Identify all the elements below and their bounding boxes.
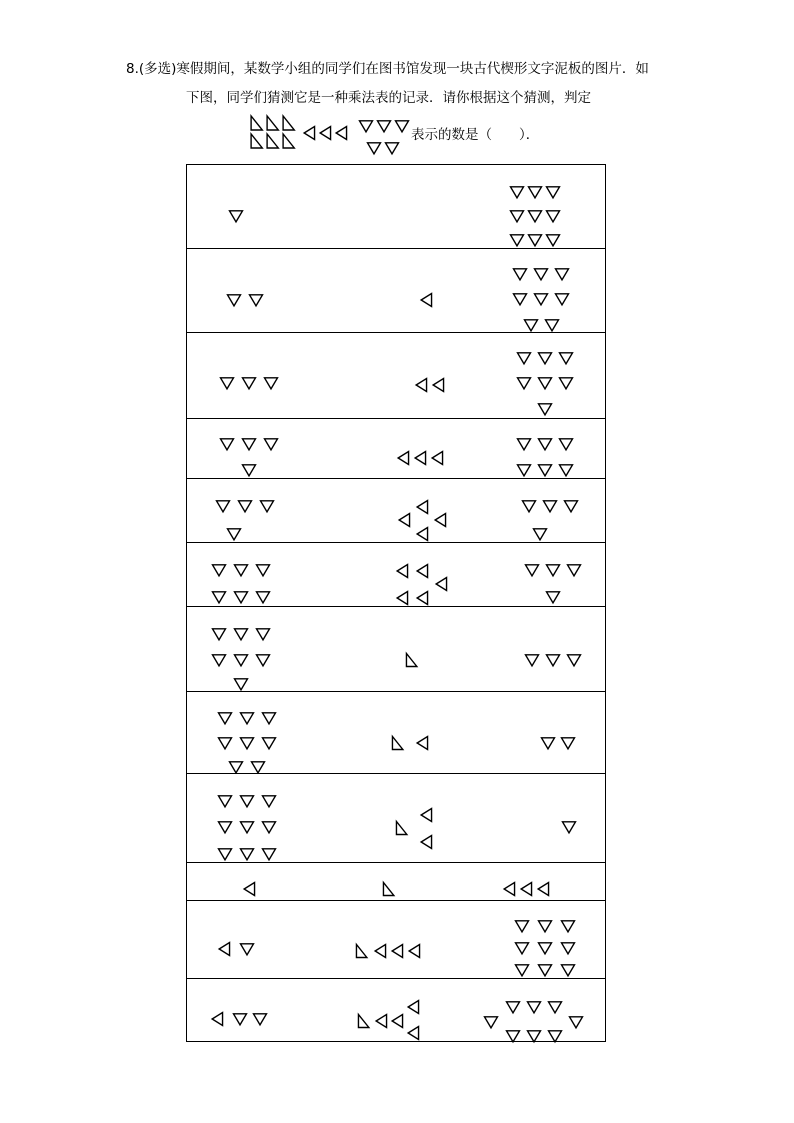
left-triangle-mark: [375, 945, 385, 958]
table-row: [187, 863, 605, 901]
down-triangle-mark: [539, 378, 552, 389]
down-triangle-mark: [219, 822, 232, 833]
down-triangle-mark: [516, 965, 529, 976]
down-triangle-mark: [511, 187, 524, 198]
down-triangle-mark: [560, 378, 573, 389]
cell-left: [230, 211, 243, 222]
down-triangle-mark: [239, 501, 252, 512]
down-triangle-mark: [518, 439, 531, 450]
row-symbols: [187, 863, 605, 901]
right-triangle-mark: [358, 1015, 368, 1028]
down-triangle-mark: [257, 629, 270, 640]
left-triangle-mark: [421, 809, 431, 822]
row-symbols: [187, 165, 605, 249]
down-triangle-mark: [234, 1014, 247, 1025]
down-triangle-mark: [250, 295, 263, 306]
down-triangle-mark: [529, 235, 542, 246]
down-triangle-mark: [528, 1002, 541, 1013]
left-triangle-mark: [432, 452, 442, 465]
down-triangle-mark: [213, 565, 226, 576]
row-symbols: [187, 692, 605, 774]
left-triangle-mark: [398, 452, 408, 465]
table-row: [187, 692, 605, 774]
down-triangle-mark: [518, 378, 531, 389]
down-triangle-mark: [228, 295, 241, 306]
question-line-1: [126, 60, 649, 78]
cell-left: [212, 1013, 266, 1026]
question-text-1: 寒假期间，某数学小组的同学们在图书馆发现一块古代楔形文字泥板的图片．如: [176, 61, 649, 77]
left-triangle-mark: [417, 501, 427, 514]
left-triangle-mark: [417, 737, 427, 750]
down-triangle-mark: [528, 1031, 541, 1042]
cell-right: [485, 1002, 583, 1042]
down-triangle-mark: [570, 1017, 583, 1028]
down-triangle-mark: [241, 796, 254, 807]
left-triangle-mark: [417, 592, 427, 605]
question-tag: .(多选): [134, 61, 177, 77]
down-triangle-mark: [529, 187, 542, 198]
down-triangle-mark: [565, 501, 578, 512]
cell-left: [219, 713, 276, 773]
down-triangle-mark: [507, 1031, 520, 1042]
down-triangle-mark: [263, 796, 276, 807]
down-triangle-mark: [511, 235, 524, 246]
down-triangle-mark: [525, 320, 538, 331]
down-triangle-mark: [516, 921, 529, 932]
table-row: [187, 479, 605, 543]
left-triangle-mark: [417, 528, 427, 541]
down-triangle-mark: [539, 439, 552, 450]
cell-right: [514, 269, 569, 331]
right-triangle-mark: [392, 737, 402, 750]
down-triangle-mark: [243, 439, 256, 450]
left-triangle-mark: [408, 1027, 418, 1040]
cell-left: [244, 883, 254, 896]
cell-left: [221, 378, 278, 389]
down-triangle-mark: [544, 501, 557, 512]
down-triangle-mark: [547, 211, 560, 222]
table-row: [187, 607, 605, 692]
down-triangle-mark: [507, 1002, 520, 1013]
left-triangle-mark: [415, 452, 425, 465]
down-triangle-mark: [562, 921, 575, 932]
cell-middle: [421, 294, 431, 307]
down-triangle-mark: [568, 655, 581, 666]
query-symbol: [246, 114, 414, 158]
cell-middle: [397, 565, 446, 605]
cell-right: [563, 822, 576, 833]
down-triangle-mark: [549, 1031, 562, 1042]
left-triangle-mark: [392, 1015, 402, 1028]
down-triangle-mark: [241, 738, 254, 749]
down-triangle-mark: [241, 944, 254, 955]
down-triangle-mark: [265, 378, 278, 389]
down-triangle-mark: [368, 143, 381, 154]
right-triangle-mark: [267, 116, 278, 130]
down-triangle-mark: [257, 592, 270, 603]
row-symbols: [187, 479, 605, 543]
down-triangle-mark: [547, 565, 560, 576]
cell-middle: [358, 1001, 418, 1040]
down-triangle-mark: [560, 465, 573, 476]
down-triangle-mark: [549, 1002, 562, 1013]
cell-left: [219, 796, 276, 860]
cell-right: [504, 883, 548, 896]
down-triangle-mark: [360, 121, 373, 132]
cell-left: [217, 501, 274, 540]
down-triangle-mark: [529, 211, 542, 222]
down-triangle-mark: [526, 655, 539, 666]
down-triangle-mark: [563, 822, 576, 833]
down-triangle-mark: [539, 943, 552, 954]
cell-middle: [356, 945, 419, 958]
down-triangle-mark: [396, 121, 409, 132]
left-triangle-mark: [397, 565, 407, 578]
right-triangle-mark: [406, 654, 416, 667]
cell-left: [219, 943, 253, 956]
down-triangle-mark: [526, 565, 539, 576]
cell-middle: [399, 501, 445, 541]
down-triangle-mark: [514, 269, 527, 280]
down-triangle-mark: [243, 378, 256, 389]
row-symbols: [187, 901, 605, 979]
cell-right: [542, 738, 575, 749]
question-number: 8: [126, 61, 135, 77]
left-triangle-mark: [417, 565, 427, 578]
cell-right: [518, 353, 573, 415]
left-triangle-mark: [421, 294, 431, 307]
table-row: [187, 543, 605, 607]
down-triangle-mark: [523, 501, 536, 512]
down-triangle-mark: [534, 529, 547, 540]
left-triangle-mark: [336, 127, 346, 140]
table-row: [187, 333, 605, 419]
left-triangle-mark: [435, 514, 445, 527]
table-row: [187, 419, 605, 479]
left-triangle-mark: [219, 943, 229, 956]
down-triangle-mark: [547, 592, 560, 603]
down-triangle-mark: [235, 629, 248, 640]
cell-middle: [398, 452, 442, 465]
right-triangle-mark: [356, 945, 366, 958]
cell-middle: [383, 883, 393, 896]
left-triangle-mark: [416, 379, 426, 392]
down-triangle-mark: [556, 294, 569, 305]
down-triangle-mark: [539, 465, 552, 476]
down-triangle-mark: [539, 353, 552, 364]
down-triangle-mark: [516, 943, 529, 954]
question-line-3: 表示的数是（ ）．: [411, 127, 540, 143]
down-triangle-mark: [241, 849, 254, 860]
cell-left: [228, 295, 263, 306]
right-triangle-mark: [396, 822, 406, 835]
down-triangle-mark: [560, 353, 573, 364]
cell-right: [526, 565, 581, 603]
right-triangle-mark: [383, 883, 393, 896]
down-triangle-mark: [213, 655, 226, 666]
row-symbols: [187, 774, 605, 863]
down-triangle-mark: [228, 529, 241, 540]
down-triangle-mark: [219, 849, 232, 860]
down-triangle-mark: [562, 738, 575, 749]
down-triangle-mark: [562, 965, 575, 976]
down-triangle-mark: [213, 592, 226, 603]
left-triangle-mark: [212, 1013, 222, 1026]
cell-left: [221, 439, 278, 476]
left-triangle-mark: [392, 945, 402, 958]
down-triangle-mark: [213, 629, 226, 640]
down-triangle-mark: [542, 738, 555, 749]
cell-right: [526, 655, 581, 666]
down-triangle-mark: [263, 713, 276, 724]
down-triangle-mark: [219, 713, 232, 724]
down-triangle-mark: [235, 565, 248, 576]
down-triangle-mark: [217, 501, 230, 512]
right-triangle-mark: [283, 134, 294, 148]
down-triangle-mark: [263, 849, 276, 860]
row-symbols: [187, 249, 605, 333]
down-triangle-mark: [539, 404, 552, 415]
down-triangle-mark: [547, 235, 560, 246]
down-triangle-mark: [546, 320, 559, 331]
right-triangle-mark: [251, 116, 262, 130]
left-triangle-mark: [399, 514, 409, 527]
left-triangle-mark: [397, 592, 407, 605]
down-triangle-mark: [243, 465, 256, 476]
right-triangle-mark: [283, 116, 294, 130]
cell-left: [213, 629, 270, 690]
table-row: [187, 979, 605, 1043]
down-triangle-mark: [257, 565, 270, 576]
row-symbols: [187, 979, 605, 1043]
left-triangle-mark: [409, 945, 419, 958]
table-row: [187, 249, 605, 333]
down-triangle-mark: [241, 822, 254, 833]
down-triangle-mark: [539, 921, 552, 932]
down-triangle-mark: [254, 1014, 267, 1025]
row-symbols: [187, 419, 605, 479]
down-triangle-mark: [230, 211, 243, 222]
down-triangle-mark: [539, 965, 552, 976]
down-triangle-mark: [556, 269, 569, 280]
left-triangle-mark: [304, 127, 314, 140]
down-triangle-mark: [235, 655, 248, 666]
down-triangle-mark: [221, 439, 234, 450]
down-triangle-mark: [219, 796, 232, 807]
right-triangle-mark: [267, 134, 278, 148]
down-triangle-mark: [263, 738, 276, 749]
down-triangle-mark: [518, 465, 531, 476]
down-triangle-mark: [219, 738, 232, 749]
down-triangle-mark: [485, 1017, 498, 1028]
down-triangle-mark: [535, 269, 548, 280]
down-triangle-mark: [241, 713, 254, 724]
left-triangle-mark: [436, 578, 446, 591]
left-triangle-mark: [421, 836, 431, 849]
cuneiform-table: [186, 164, 606, 1042]
down-triangle-mark: [257, 655, 270, 666]
cell-right: [511, 187, 560, 246]
left-triangle-mark: [376, 1015, 386, 1028]
left-triangle-mark: [320, 127, 330, 140]
down-triangle-mark: [378, 121, 391, 132]
down-triangle-mark: [261, 501, 274, 512]
row-symbols: [187, 607, 605, 692]
down-triangle-mark: [235, 679, 248, 690]
down-triangle-mark: [265, 439, 278, 450]
table-row: [187, 901, 605, 979]
down-triangle-mark: [535, 294, 548, 305]
cell-right: [523, 501, 578, 540]
left-triangle-mark: [408, 1001, 418, 1014]
down-triangle-mark: [518, 353, 531, 364]
cell-middle: [416, 379, 443, 392]
cell-right: [516, 921, 575, 976]
question-line-2: 下图，同学们猜测它是一种乘法表的记录．请你根据这个猜测，判定: [186, 90, 591, 106]
row-symbols: [187, 333, 605, 419]
down-triangle-mark: [252, 762, 265, 773]
cell-left: [213, 565, 270, 603]
cell-right: [518, 439, 573, 476]
row-symbols: [187, 543, 605, 607]
down-triangle-mark: [221, 378, 234, 389]
left-triangle-mark: [244, 883, 254, 896]
down-triangle-mark: [230, 762, 243, 773]
left-triangle-mark: [504, 883, 514, 896]
down-triangle-mark: [568, 565, 581, 576]
right-triangle-mark: [251, 134, 262, 148]
cell-middle: [396, 809, 431, 849]
left-triangle-mark: [538, 883, 548, 896]
down-triangle-mark: [386, 143, 399, 154]
down-triangle-mark: [514, 294, 527, 305]
down-triangle-mark: [547, 187, 560, 198]
left-triangle-mark: [433, 379, 443, 392]
down-triangle-mark: [560, 439, 573, 450]
down-triangle-mark: [547, 655, 560, 666]
table-row: [187, 165, 605, 249]
cell-middle: [392, 737, 427, 750]
down-triangle-mark: [235, 592, 248, 603]
table-row: [187, 774, 605, 863]
down-triangle-mark: [263, 822, 276, 833]
down-triangle-mark: [511, 211, 524, 222]
left-triangle-mark: [521, 883, 531, 896]
cell-middle: [406, 654, 416, 667]
down-triangle-mark: [562, 943, 575, 954]
